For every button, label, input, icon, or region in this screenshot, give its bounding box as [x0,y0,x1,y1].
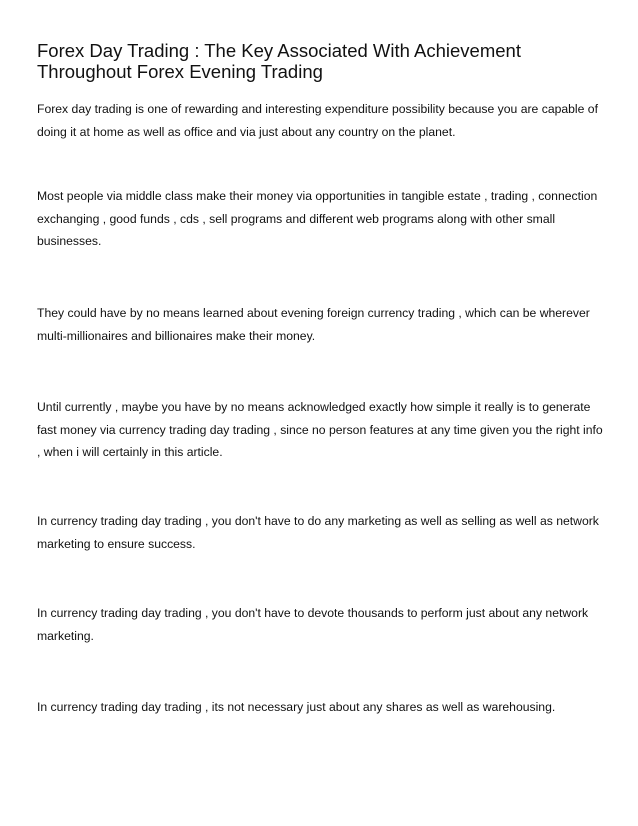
paragraph-6: In currency trading day trading , you don't have to devote thousands to perform just about any network marketing. [37,606,589,643]
paragraph-4: Until currently , maybe you have by no means acknowledged exactly how simple it really is to generate fast money via currency trading day trading , since no person features at any time given you the right info , when i will certainly in this article. [37,400,603,459]
paragraph-7: In currency trading day trading , its not necessary just about any shares as well as warehousing. [37,700,556,714]
paragraph-3: They could have by no means learned about evening foreign currency trading , which can be wherever multi-millionaires and billionaires make their money. [37,306,590,343]
paragraph-5: In currency trading day trading , you don't have to do any marketing as well as selling as well as network marketing to ensure success. [37,514,599,551]
page-title: Forex Day Trading : The Key Associated With Achievement Throughout Forex Evening Trading [37,40,521,82]
paragraph-2: Most people via middle class make their money via opportunities in tangible estate , trading , connection exchanging , good funds , cds , sell programs and different web programs along with other small businesses. [37,189,598,248]
paragraph-1: Forex day trading is one of rewarding and interesting expenditure possibility because you are capable of doing it at home as well as office and via just about any country on the planet. [37,102,598,139]
